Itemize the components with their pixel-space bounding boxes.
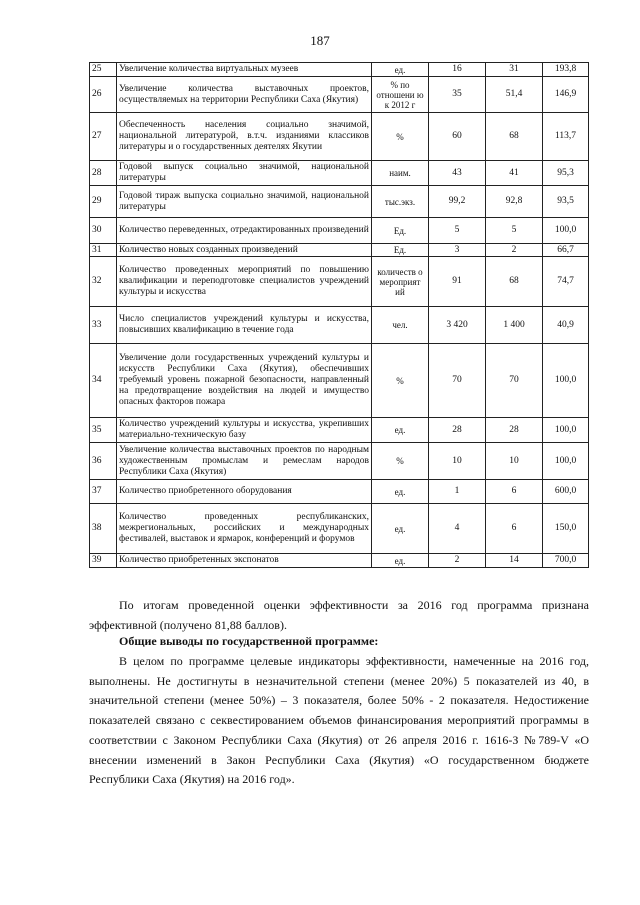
indicator-unit: ед. [372, 418, 429, 443]
indicator-percent: 146,9 [543, 77, 589, 113]
indicator-fact: 51,4 [486, 77, 543, 113]
indicator-name: Увеличение доли государственных учреждений культуры и искусств Республики Саха (Якутия), обеспечивших требуемый уровень пожарной безопасности, направленный на предотвращение воздействия на людей и имущество опасных факторов пожара [117, 344, 372, 418]
indicator-plan: 60 [429, 113, 486, 161]
row-number: 25 [90, 63, 117, 77]
table-row [90, 504, 589, 554]
row-number: 29 [90, 186, 117, 218]
indicator-fact: 31 [486, 63, 543, 77]
summary-paragraph: По итогам проведенной оценки эффективности за 2016 год программа признана эффективной (получено 81,88 баллов). [89, 598, 589, 632]
table-row [90, 307, 589, 344]
table-row [90, 113, 589, 161]
indicator-unit: тыс.экз. [372, 186, 429, 218]
table-row [90, 443, 589, 480]
row-number: 37 [90, 480, 117, 504]
indicator-unit: ед. [372, 63, 429, 77]
indicator-unit: % [372, 344, 429, 418]
indicator-fact: 1 400 [486, 307, 543, 344]
indicator-name: Количество проведенных мероприятий по повышению квалификации и переподготовке специалистов учреждений культуры и искусства [117, 257, 372, 307]
indicator-fact: 68 [486, 257, 543, 307]
indicator-fact: 5 [486, 218, 543, 244]
indicator-unit: % [372, 113, 429, 161]
indicators-table [89, 62, 589, 568]
indicator-name: Увеличение количества выставочных проектов по народным художественным промыслам и ремеслам народов Республики Саха (Якутия) [117, 443, 372, 480]
indicator-unit: % по отношени ю к 2012 г [372, 77, 429, 113]
indicator-name: Количество учреждений культуры и искусства, укрепивших материально-техническую базу [117, 418, 372, 443]
indicator-unit: наим. [372, 161, 429, 186]
indicator-plan: 5 [429, 218, 486, 244]
indicator-plan: 70 [429, 344, 486, 418]
indicator-fact: 14 [486, 554, 543, 568]
indicator-percent: 150,0 [543, 504, 589, 554]
row-number: 38 [90, 504, 117, 554]
row-number: 27 [90, 113, 117, 161]
indicator-percent: 113,7 [543, 113, 589, 161]
indicator-percent: 66,7 [543, 244, 589, 257]
row-number: 35 [90, 418, 117, 443]
indicator-unit: Ед. [372, 244, 429, 257]
indicator-percent: 100,0 [543, 418, 589, 443]
row-number: 36 [90, 443, 117, 480]
indicator-name: Количество приобретенных экспонатов [117, 554, 372, 568]
indicator-unit: ед. [372, 480, 429, 504]
row-number: 31 [90, 244, 117, 257]
indicator-plan: 2 [429, 554, 486, 568]
table-row [90, 77, 589, 113]
indicator-plan: 10 [429, 443, 486, 480]
indicator-percent: 100,0 [543, 218, 589, 244]
indicator-name: Число специалистов учреждений культуры и искусства, повысивших квалификацию в течение года [117, 307, 372, 344]
table-row [90, 63, 589, 77]
indicator-name: Годовой тираж выпуска социально значимой, национальной литературы [117, 186, 372, 218]
indicator-percent: 93,5 [543, 186, 589, 218]
table-row [90, 554, 589, 568]
table-row [90, 418, 589, 443]
indicator-unit: ед. [372, 504, 429, 554]
indicator-plan: 91 [429, 257, 486, 307]
indicator-plan: 1 [429, 480, 486, 504]
indicator-plan: 43 [429, 161, 486, 186]
row-number: 39 [90, 554, 117, 568]
indicator-unit: ед. [372, 554, 429, 568]
indicator-unit: Ед. [372, 218, 429, 244]
indicator-percent: 100,0 [543, 443, 589, 480]
row-number: 28 [90, 161, 117, 186]
indicator-fact: 10 [486, 443, 543, 480]
indicator-percent: 193,8 [543, 63, 589, 77]
indicator-name: Количество проведенных республиканских, межрегиональных, российских и международных фестивалей, выставок и ярмарок, конференций и форумов [117, 504, 372, 554]
indicators-table-body [90, 63, 589, 568]
row-number: 30 [90, 218, 117, 244]
indicator-fact: 28 [486, 418, 543, 443]
indicator-fact: 2 [486, 244, 543, 257]
indicator-fact: 41 [486, 161, 543, 186]
page-number: 187 [310, 33, 330, 48]
row-number: 26 [90, 77, 117, 113]
table-row [90, 244, 589, 257]
table-row [90, 186, 589, 218]
conclusions-heading: Общие выводы по государственной программе: [119, 634, 379, 648]
indicator-plan: 28 [429, 418, 486, 443]
indicator-name: Годовой выпуск социально значимой, национальной литературы [117, 161, 372, 186]
indicator-percent: 40,9 [543, 307, 589, 344]
table-row [90, 480, 589, 504]
row-number: 33 [90, 307, 117, 344]
row-number: 32 [90, 257, 117, 307]
indicator-name: Увеличение количества выставочных проектов, осуществляемых на территории Республики Саха (Якутия) [117, 77, 372, 113]
indicator-fact: 92,8 [486, 186, 543, 218]
indicator-unit: количеств о мероприят ий [372, 257, 429, 307]
indicator-name: Количество переведенных, отредактированных произведений [117, 218, 372, 244]
indicator-percent: 600,0 [543, 480, 589, 504]
indicator-unit: % [372, 443, 429, 480]
indicator-plan: 3 [429, 244, 486, 257]
indicator-plan: 16 [429, 63, 486, 77]
indicator-name: Увеличение количества виртуальных музеев [117, 63, 372, 77]
indicator-name: Количество приобретенного оборудования [117, 480, 372, 504]
indicator-fact: 70 [486, 344, 543, 418]
indicator-plan: 35 [429, 77, 486, 113]
indicator-fact: 6 [486, 504, 543, 554]
indicator-percent: 100,0 [543, 344, 589, 418]
indicator-fact: 68 [486, 113, 543, 161]
indicator-plan: 99,2 [429, 186, 486, 218]
table-row [90, 257, 589, 307]
indicator-percent: 700,0 [543, 554, 589, 568]
indicator-percent: 74,7 [543, 257, 589, 307]
indicator-plan: 3 420 [429, 307, 486, 344]
conclusions-paragraph: В целом по программе целевые индикаторы эффективности, намеченные на 2016 год, выполнены. Не достигнуты в незначительной степени (менее 20%) 5 показателей из 40, в значительной степени (менее 50%) – 3 показателя, более 50% - 2 показателя. Недостижение показателей связано с секвестированием объемов финансирования мероприятий программы в соответствии с Законом Республики Саха (Якутия) от 26 апреля 2016 г. 1616-З №789-V «О внесении изменений в Закон Республики Саха (Якутия) «О государственном бюджете Республики Саха (Якутия) на 2016 год». [89, 654, 589, 787]
indicator-unit: чел. [372, 307, 429, 344]
table-row [90, 161, 589, 186]
table-row [90, 344, 589, 418]
indicator-percent: 95,3 [543, 161, 589, 186]
row-number: 34 [90, 344, 117, 418]
indicator-fact: 6 [486, 480, 543, 504]
indicator-name: Количество новых созданных произведений [117, 244, 372, 257]
indicator-plan: 4 [429, 504, 486, 554]
indicator-name: Обеспеченность населения социально значимой, национальной литературой, в.т.ч. изданиями классиков литературы и о государственных деятелях Якутии [117, 113, 372, 161]
table-row [90, 218, 589, 244]
